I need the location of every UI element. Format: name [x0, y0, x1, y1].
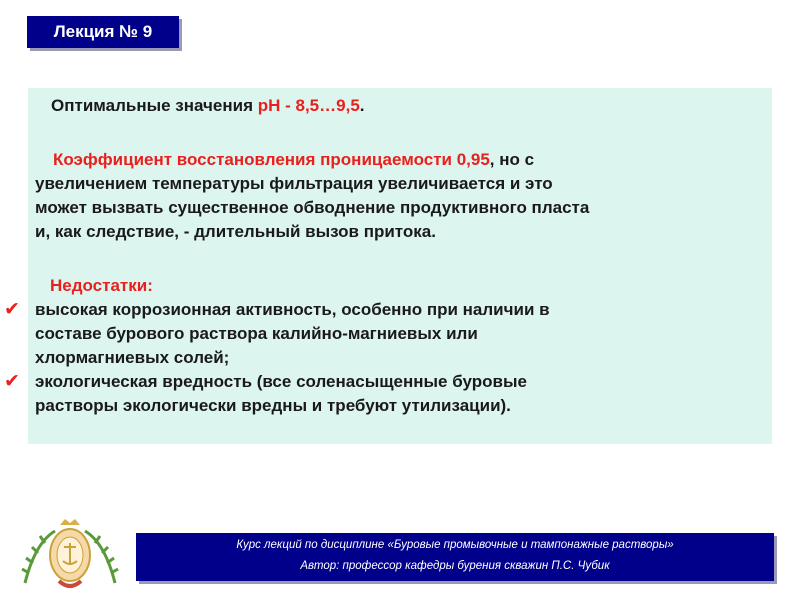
bullet-1-line-1: высокая коррозионная активность, особенно при наличии в [35, 300, 550, 319]
course-footer [136, 533, 774, 581]
bullet-2-line-1: экологическая вредность (все соленасыщенные буровые [35, 372, 527, 391]
coefficient-line-2: увеличением температуры фильтрация увеличивается и это [35, 174, 553, 193]
coefficient-line-3: может вызвать существенное обводнение продуктивного пласта [35, 198, 590, 217]
coefficient-line-1: Коэффициент восстановления проницаемости 0,95, но с [53, 150, 535, 169]
university-emblem-icon [15, 513, 125, 593]
bullet-2-line-2: растворы экологически вредны и требуют утилизации). [35, 396, 511, 415]
coefficient-highlight: Коэффициент восстановления проницаемости 0,95 [53, 150, 490, 169]
ph-statement: Оптимальные значения pH - 8,5…9,5. [51, 96, 365, 115]
ph-value: pH - 8,5…9,5 [257, 96, 360, 115]
check-icon: ✔ [4, 299, 20, 320]
disadvantages-heading: Недостатки: [50, 276, 153, 295]
lecture-number-label: Лекция № 9 [53, 22, 153, 41]
bullet-1-line-2: составе бурового раствора калийно-магниевых или [35, 324, 478, 343]
check-icon: ✔ [4, 371, 20, 392]
coefficient-line-4: и, как следствие, - длительный вызов притока. [35, 222, 436, 241]
author-line: Автор: профессор кафедры бурения скважин П.С. Чубик [300, 560, 610, 572]
lecture-number-badge [27, 16, 179, 48]
bullet-1-line-3: хлормагниевых солей; [35, 348, 230, 367]
course-title: Курс лекций по дисциплине «Буровые промывочные и тампонажные растворы» [236, 539, 674, 551]
content-panel [4, 88, 772, 444]
